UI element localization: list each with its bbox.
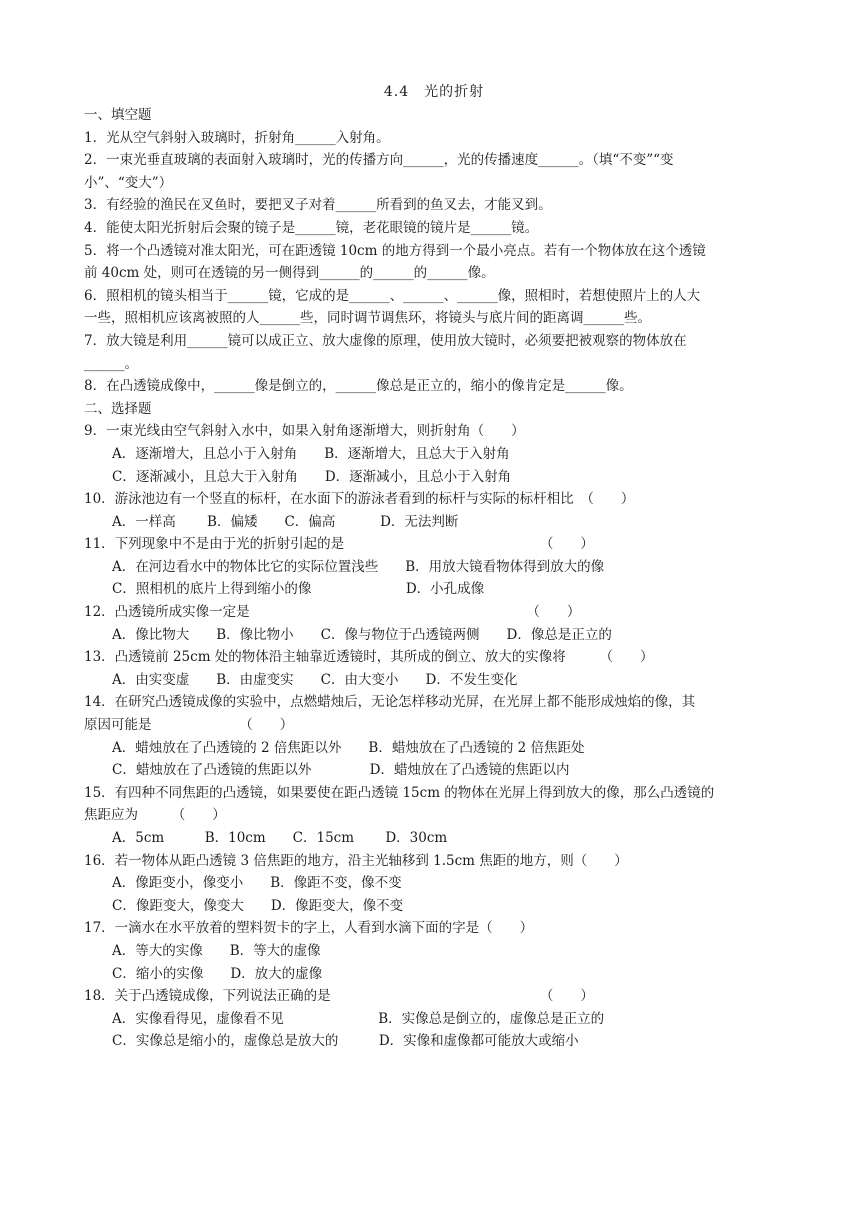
choice-options-line: C．照相机的底片上得到缩小的像 D．小孔成像 [112,581,485,598]
choice-options-line: C．缩小的实像 D．放大的虚像 [112,965,323,982]
choice-options-line: A．5cm B．10cm C．15cm D．30cm [112,830,448,846]
fill-question-line: 1．光从空气斜射入玻璃时，折射角______入射角。 [84,129,390,146]
fill-question-line: 3．有经验的渔民在叉鱼时，要把叉子对着______所看到的鱼叉去，才能叉到。 [84,197,552,214]
worksheet-page [84,82,784,1053]
choice-questions [84,420,784,1053]
fill-question-line: 小”、“变大”） [84,174,173,191]
fill-question-line: 7．放大镜是利用______镜可以成正立、放大虚像的原理，使用放大镜时，必须要把被观察的物体放在 [84,332,687,349]
section-heading-fill: 一、填空题 [84,107,152,123]
fill-question-line: 5．将一个凸透镜对准太阳光，可在距透镜 10cm 的地方得到一个最小亮点。若有一个物体放在这个透镜 [84,242,706,259]
choice-options-line: A．像比物大 B．像比物小 C．像与物位于凸透镜两侧 D．像总是正立的 [112,626,612,643]
choice-question-line: 13．凸透镜前 25cm 处的物体沿主轴靠近透镜时，其所成的倒立、放大的实像将 （ ） [84,649,654,666]
choice-question-line: 14．在研究凸透镜成像的实验中，点燃蜡烛后，无论怎样移动光屏，在光屏上都不能形成烛焰的像，其 [84,694,696,711]
choice-question-line: 16．若一物体从距凸透镜 3 倍焦距的地方，沿主光轴移到 1.5cm 焦距的地方，则（ ） [84,852,628,869]
choice-question-line: 原因可能是 （ ） [84,717,294,734]
page-title: 4.4 光的折射 [383,84,485,100]
choice-question-line: 焦距应为 （ ） [84,807,226,824]
fill-question-line: 4．能使太阳光折射后会聚的镜子是______镜，老花眼镜的镜片是______镜。 [84,219,539,236]
choice-options-line: C．像距变大，像变大 D．像距变大，像不变 [112,897,404,914]
choice-options-line: A．逐渐增大，且总小于入射角 B．逐渐增大，且总大于入射角 [112,445,510,462]
choice-options-line: A．实像看得见，虚像看不见 B．实像总是倒立的，虚像总是正立的 [112,1010,605,1027]
section-heading-choice: 二、选择题 [84,400,152,417]
fill-questions [84,127,784,398]
choice-question-line: 17．一滴水在水平放着的塑料贺卡的字上，人看到水滴下面的字是（ ） [84,920,534,937]
choice-options-line: C．实像总是缩小的，虚像总是放大的 D．实像和虚像都可能放大或缩小 [112,1033,579,1050]
choice-options-line: A．在河边看水中的物体比它的实际位置浅些 B．用放大镜看物体得到放大的像 [112,558,605,575]
choice-question-line: 15．有四种不同焦距的凸透镜，如果要使在距凸透镜 15cm 的物体在光屏上得到放大的像，那么凸透镜的 [84,784,715,801]
fill-question-line: ______。 [84,355,138,372]
choice-options-line: C．蜡烛放在了凸透镜的焦距以外 D．蜡烛放在了凸透镜的焦距以内 [112,762,570,779]
choice-options-line: A．像距变小，像变小 B．像距不变，像不变 [112,875,402,892]
choice-options-line: A．等大的实像 B．等大的虚像 [112,942,321,959]
choice-question-line: 18．关于凸透镜成像，下列说法正确的是 （ ） [84,988,594,1005]
choice-question-line: 10．游泳池边有一个竖直的标杆，在水面下的游泳者看到的标杆与实际的标杆相比 （ ） [84,491,635,508]
choice-options-line: C．逐渐减小，且总大于入射角 D．逐渐减小，且总小于入射角 [112,468,512,485]
choice-question-line: 12．凸透镜所成实像一定是 （ ） [84,604,581,621]
fill-question-line: 前 40cm 处，则可在透镜的另一侧得到______的______的______像。 [84,265,495,282]
fill-question-line: 2．一束光垂直玻璃的表面射入玻璃时，光的传播方向______，光的传播速度______。（填“不变”“变 [84,152,674,169]
choice-question-line: 11．下列现象中不是由于光的折射引起的是 （ ） [84,536,594,553]
choice-options-line: A．一样高 B．偏矮 C．偏高 D．无法判断 [112,513,459,530]
choice-question-line: 9．一束光线由空气斜射入水中，如果入射角逐渐增大，则折射角（ ） [84,423,525,440]
choice-options-line: A．蜡烛放在了凸透镜的 2 倍焦距以外 B．蜡烛放在了凸透镜的 2 倍焦距处 [112,739,585,756]
fill-question-line: 一些，照相机应该离被照的人______些，同时调节调焦环，将镜头与底片间的距离调______些。 [84,310,651,327]
choice-options-line: A．由实变虚 B．由虚变实 C．由大变小 D．不发生变化 [112,671,518,688]
fill-question-line: 6．照相机的镜头相当于______镜，它成的是______、______、______像，照相时，若想使照片上的人大 [84,287,701,304]
fill-question-line: 8．在凸透镜成像中，______像是倒立的，______像总是正立的，缩小的像肯定是______像。 [84,378,633,395]
